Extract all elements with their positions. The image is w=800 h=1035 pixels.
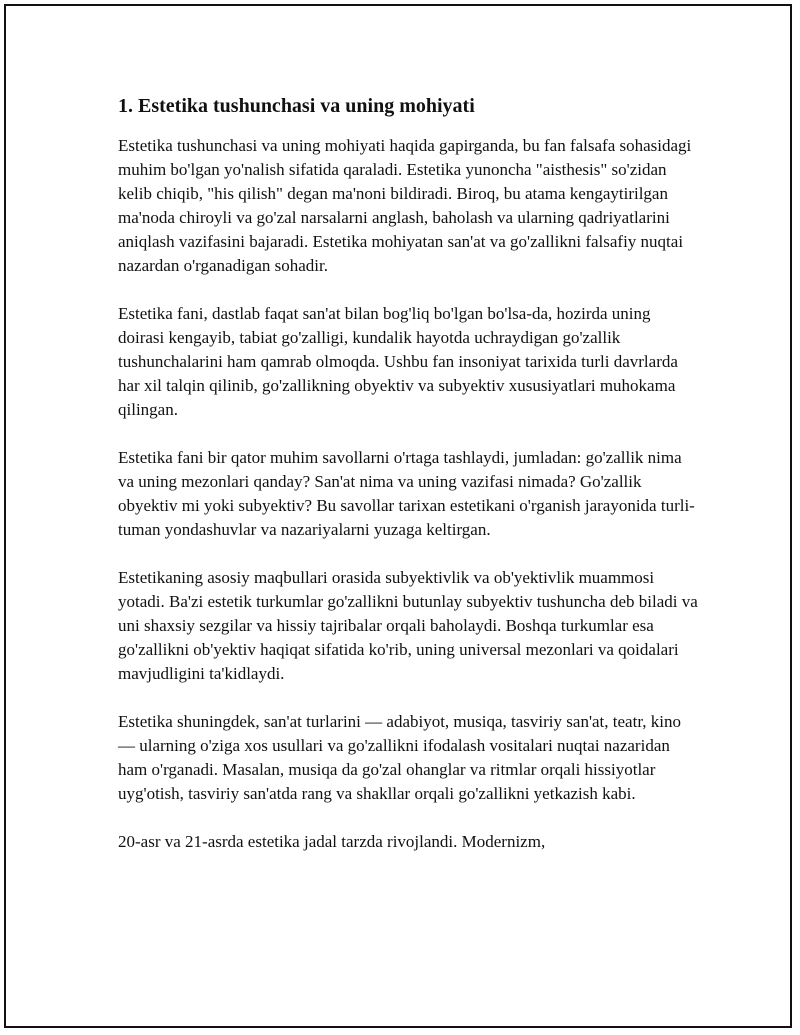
paragraph-2: Estetika fani, dastlab faqat san'at bilan bog'liq bo'lgan bo'lsa-da, hozirda uning doirasi kengayib, tabiat go'zalligi, kundalik hayotda uchraydigan go'zallik tushunchalarini ham qamrab olmoqda. Ushbu fan insoniyat tarixida turli davrlarda har xil talqin qilinib, go'zallikning obyektiv va subyektiv xususiyatlari muhokama qilingan. (118, 304, 678, 419)
paragraph-6: 20-asr va 21-asrda estetika jadal tarzda rivojlandi. Modernizm, (118, 832, 546, 851)
paragraph-4: Estetikaning asosiy maqbullari orasida subyektivlik va ob'yektivlik muammosi yotadi. Ba'zi estetik turkumlar go'zallikni butunlay subyektiv tushuncha deb biladi va uni shaxsiy sezgilar va hissiy tajribalar orqali baholaydi. Boshqa turkumlar esa go'zallikni ob'yektiv haqiqat sifatida ko'rib, uning universal mezonlari va qoidalari mavjudligini ta'kidlaydi. (118, 568, 698, 683)
document-body (118, 92, 698, 878)
section-heading: 1. Estetika tushunchasi va uning mohiyati (118, 95, 475, 117)
paragraph-3: Estetika fani bir qator muhim savollarni o'rtaga tashlaydi, jumladan: go'zallik nima va uning mezonlari qanday? San'at nima va uning vazifasi nimada? Go'zallik obyektiv mi yoki subyektiv? Bu savollar tarixan estetikani o'rganish jarayonida turli-tuman yondashuvlar va nazariyalarni yuzaga keltirgan. (118, 448, 695, 539)
paragraph-5: Estetika shuningdek, san'at turlarini — adabiyot, musiqa, tasviriy san'at, teatr, kino — ularning o'ziga xos usullari va go'zallikni ifodalash vositalari nuqtai nazaridan ham o'rganadi. Masalan, musiqa da go'zal ohanglar va ritmlar orqali hissiyotlar uyg'otish, tasviriy san'atda rang va shakllar orqali go'zallikni yetkazish kabi. (118, 712, 682, 803)
paragraph-1: Estetika tushunchasi va uning mohiyati haqida gapirganda, bu fan falsafa sohasidagi muhim bo'lgan yo'nalish sifatida qaraladi. Estetika yunoncha "aisthesis" so'zidan kelib chiqib, "his qilish" degan ma'noni bildiradi. Biroq, bu atama kengaytirilgan ma'noda chiroyli va go'zal narsalarni anglash, baholash va ularning qadriyatlarini aniqlash vazifasini bajaradi. Estetika mohiyatan san'at va go'zallikni falsafiy nuqtai nazardan o'rganadigan sohadir. (118, 136, 692, 275)
